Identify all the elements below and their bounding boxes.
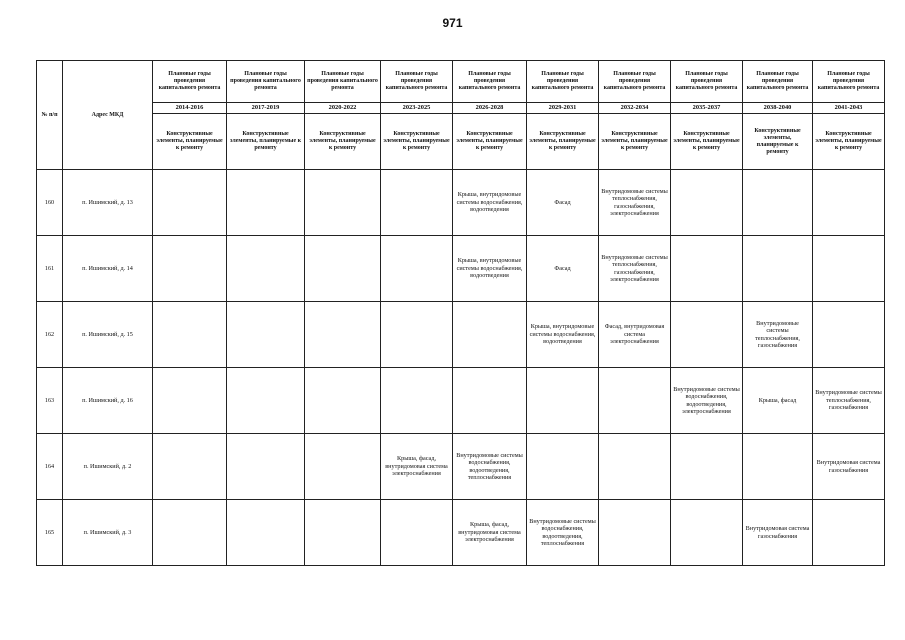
repair-cell: Внутридомовая система газоснабжения xyxy=(743,500,813,566)
repair-cell: Крыша, внутридомовые системы водоснабжения, водоотведения xyxy=(453,170,527,236)
table-row xyxy=(37,500,885,566)
table-row xyxy=(37,236,885,302)
repair-cell: Фасад, внутридомовая система электроснабжения xyxy=(599,302,671,368)
repair-cell xyxy=(227,302,305,368)
elements-label-0: Конструктивные элементы, планируемые к ремонту xyxy=(153,114,227,170)
elements-label-6: Конструктивные элементы, планируемые к ремонту xyxy=(599,114,671,170)
repair-cell xyxy=(153,236,227,302)
repair-cell: Крыша, внутридомовые системы водоснабжения, водоотведения xyxy=(527,302,599,368)
period-5: 2029-2031 xyxy=(527,103,599,114)
repair-cell: Внутридомовые системы теплоснабжения, газоснабжения xyxy=(743,302,813,368)
repair-cell xyxy=(153,500,227,566)
years-label-9: Плановые годы проведения капитального ремонта xyxy=(813,61,885,103)
repair-cell xyxy=(381,302,453,368)
years-label-1: Плановые годы проведения капитального ремонта xyxy=(227,61,305,103)
repair-cell xyxy=(599,500,671,566)
repair-cell: Внутридомовые системы теплоснабжения, газоснабжения, электроснабжения xyxy=(599,236,671,302)
period-1: 2017-2019 xyxy=(227,103,305,114)
repair-cell xyxy=(153,434,227,500)
period-9: 2041-2043 xyxy=(813,103,885,114)
repair-cell: Внутридомовая система газоснабжения xyxy=(813,434,885,500)
repair-cell xyxy=(305,434,381,500)
years-label-0: Плановые годы проведения капитального ремонта xyxy=(153,61,227,103)
elements-label-8: Конструктивные элементы, планируемые к ремонту xyxy=(743,114,813,170)
years-label-4: Плановые годы проведения капитального ремонта xyxy=(453,61,527,103)
repair-cell: Крыша, фасад xyxy=(743,368,813,434)
repair-cell xyxy=(743,170,813,236)
row-number: 165 xyxy=(37,500,63,566)
period-7: 2035-2037 xyxy=(671,103,743,114)
repair-cell xyxy=(305,170,381,236)
period-4: 2026-2028 xyxy=(453,103,527,114)
repair-cell xyxy=(453,302,527,368)
page-number: 971 xyxy=(442,16,463,30)
table-row xyxy=(37,368,885,434)
repair-cell: Фасад xyxy=(527,170,599,236)
period-3: 2023-2025 xyxy=(381,103,453,114)
elements-label-7: Конструктивные элементы, планируемые к ремонту xyxy=(671,114,743,170)
years-label-7: Плановые годы проведения капитального ремонта xyxy=(671,61,743,103)
repair-cell xyxy=(599,434,671,500)
repair-cell xyxy=(381,236,453,302)
repair-cell xyxy=(227,500,305,566)
repair-cell xyxy=(813,236,885,302)
repair-cell xyxy=(527,368,599,434)
address-header: Адрес МКД xyxy=(63,61,153,170)
repair-cell xyxy=(671,434,743,500)
years-label-8: Плановые годы проведения капитального ремонта xyxy=(743,61,813,103)
period-8: 2038-2040 xyxy=(743,103,813,114)
repair-cell xyxy=(599,368,671,434)
repair-cell xyxy=(305,302,381,368)
row-number: 163 xyxy=(37,368,63,434)
repair-cell xyxy=(743,236,813,302)
repair-cell xyxy=(153,368,227,434)
repair-cell xyxy=(227,368,305,434)
repair-cell xyxy=(671,170,743,236)
repair-cell: Крыша, фасад, внутридомовая система электроснабжения xyxy=(381,434,453,500)
elements-label-3: Конструктивные элементы, планируемые к ремонту xyxy=(381,114,453,170)
repair-cell xyxy=(305,368,381,434)
repair-cell xyxy=(527,434,599,500)
repair-cell xyxy=(671,302,743,368)
repair-cell: Крыша, внутридомовые системы водоснабжения, водоотведения xyxy=(453,236,527,302)
repair-cell xyxy=(453,368,527,434)
elements-label-1: Конструктивные элементы, планируемые к ремонту xyxy=(227,114,305,170)
row-address: п. Ишимский, д. 13 xyxy=(63,170,153,236)
years-label-2: Плановые годы проведения капитального ремонта xyxy=(305,61,381,103)
repair-cell xyxy=(227,236,305,302)
repair-cell: Внутридомовые системы теплоснабжения, газоснабжения, электроснабжения xyxy=(599,170,671,236)
repair-cell: Крыша, фасад, внутридомовая система электроснабжения xyxy=(453,500,527,566)
table-row xyxy=(37,302,885,368)
repair-cell xyxy=(743,434,813,500)
repair-cell xyxy=(381,368,453,434)
repair-cell xyxy=(305,236,381,302)
repair-cell xyxy=(813,302,885,368)
repair-cell xyxy=(305,500,381,566)
elements-label-4: Конструктивные элементы, планируемые к ремонту xyxy=(453,114,527,170)
repair-cell xyxy=(671,236,743,302)
repair-cell xyxy=(227,434,305,500)
repair-cell: Внутридомовые системы водоснабжения, водоотведения, теплоснабжения xyxy=(527,500,599,566)
repair-cell: Внутридомовые системы водоснабжения, водоотведения, теплоснабжения xyxy=(453,434,527,500)
period-0: 2014-2016 xyxy=(153,103,227,114)
years-label-6: Плановые годы проведения капитального ремонта xyxy=(599,61,671,103)
repair-cell xyxy=(671,500,743,566)
row-address: п. Ишимский, д. 14 xyxy=(63,236,153,302)
elements-label-2: Конструктивные элементы, планируемые к ремонту xyxy=(305,114,381,170)
repair-cell: Внутридомовые системы водоснабжения, водоотведения, электроснабжения xyxy=(671,368,743,434)
row-address: п. Ишимский, д. 3 xyxy=(63,500,153,566)
repair-cell xyxy=(153,170,227,236)
num-header: № п/п xyxy=(37,61,63,170)
repair-cell xyxy=(381,170,453,236)
table-row xyxy=(37,170,885,236)
elements-label-5: Конструктивные элементы, планируемые к ремонту xyxy=(527,114,599,170)
row-number: 162 xyxy=(37,302,63,368)
period-2: 2020-2022 xyxy=(305,103,381,114)
repair-cell xyxy=(153,302,227,368)
row-number: 164 xyxy=(37,434,63,500)
repair-cell: Внутридомовые системы теплоснабжения, газоснабжения xyxy=(813,368,885,434)
repair-cell xyxy=(813,170,885,236)
years-label-5: Плановые годы проведения капитального ремонта xyxy=(527,61,599,103)
years-label-3: Плановые годы проведения капитального ремонта xyxy=(381,61,453,103)
row-number: 160 xyxy=(37,170,63,236)
repair-cell xyxy=(227,170,305,236)
repair-cell: Фасад xyxy=(527,236,599,302)
row-number: 161 xyxy=(37,236,63,302)
period-6: 2032-2034 xyxy=(599,103,671,114)
repair-cell xyxy=(813,500,885,566)
row-address: п. Ишимский, д. 2 xyxy=(63,434,153,500)
repair-cell xyxy=(381,500,453,566)
row-address: п. Ишимский, д. 15 xyxy=(63,302,153,368)
capital-repair-table xyxy=(36,60,885,566)
row-address: п. Ишимский, д. 16 xyxy=(63,368,153,434)
elements-label-9: Конструктивные элементы, планируемые к ремонту xyxy=(813,114,885,170)
table-row xyxy=(37,434,885,500)
